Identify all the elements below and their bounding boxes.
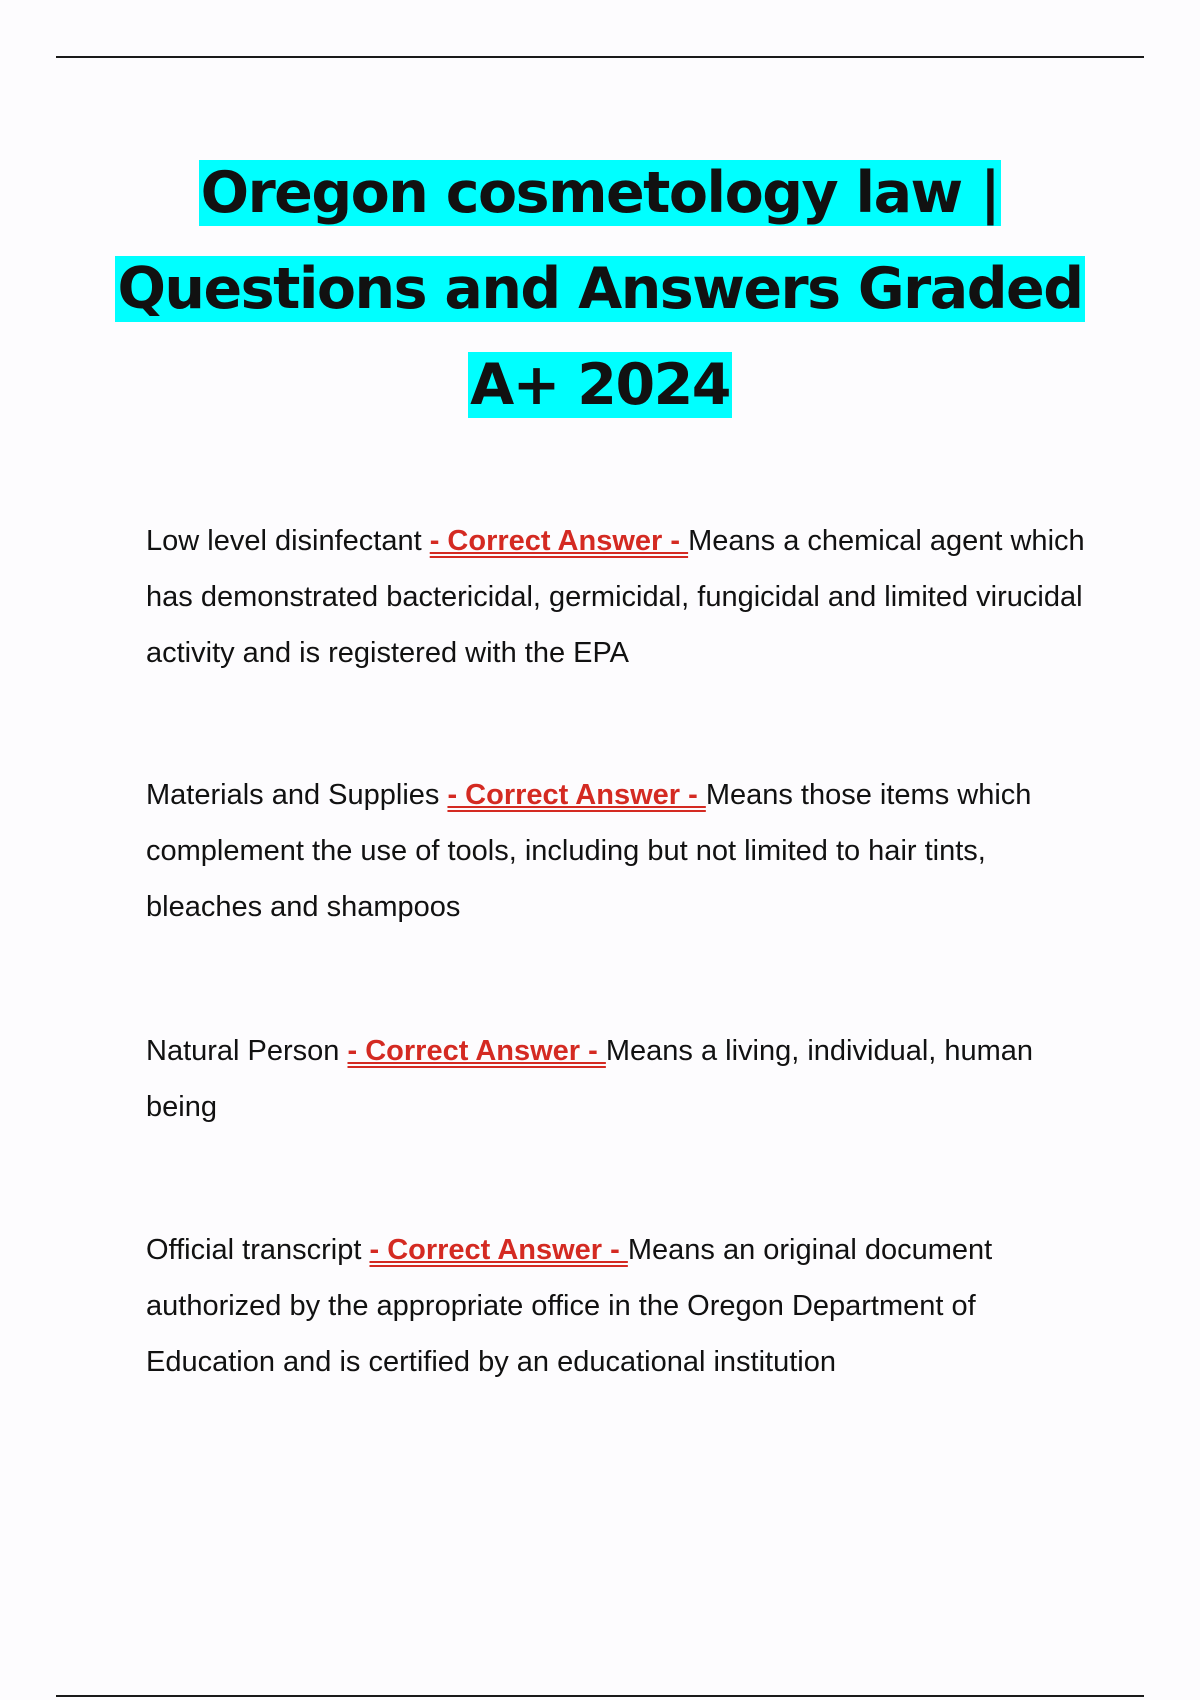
entry-term: Materials and Supplies bbox=[146, 779, 448, 811]
entry-term: Natural Person bbox=[146, 1035, 348, 1067]
qa-entry-natural-person bbox=[146, 1023, 1106, 1135]
entry-definition: Means an original document authorized by the appropriate office in the Oregon Department of Education and is certified by an educational institution bbox=[146, 1234, 993, 1378]
correct-answer-marker: - Correct Answer - bbox=[369, 1234, 628, 1266]
correct-answer-marker: - Correct Answer - bbox=[429, 525, 689, 557]
title-line-1: Oregon cosmetology law | bbox=[200, 160, 1000, 226]
footer-rule bbox=[56, 1695, 1144, 1697]
title-line-3: A+ 2024 bbox=[470, 352, 730, 418]
entry-term: Official transcript bbox=[146, 1234, 370, 1266]
qa-entry-low-level-disinfectant bbox=[146, 513, 1106, 681]
entry-definition: Means a chemical agent which has demonstrated bactericidal, germicidal, fungicidal and limited virucidal activity and is registered with the EPA bbox=[146, 525, 1085, 669]
correct-answer-marker: - Correct Answer - bbox=[447, 779, 706, 811]
title-line-2: Questions and Answers Graded bbox=[117, 256, 1083, 322]
qa-entry-materials-and-supplies bbox=[146, 767, 1106, 935]
entry-definition: Means those items which complement the use of tools, including but not limited to hair tints, bleaches and shampoos bbox=[146, 779, 1032, 923]
qa-entry-official-transcript bbox=[146, 1222, 1106, 1390]
header-rule bbox=[56, 56, 1144, 58]
entry-definition: Means a living, individual, human being bbox=[146, 1035, 1034, 1123]
document-title bbox=[0, 145, 1200, 433]
entry-term: Low level disinfectant bbox=[146, 525, 430, 557]
correct-answer-marker: - Correct Answer - bbox=[347, 1035, 606, 1067]
